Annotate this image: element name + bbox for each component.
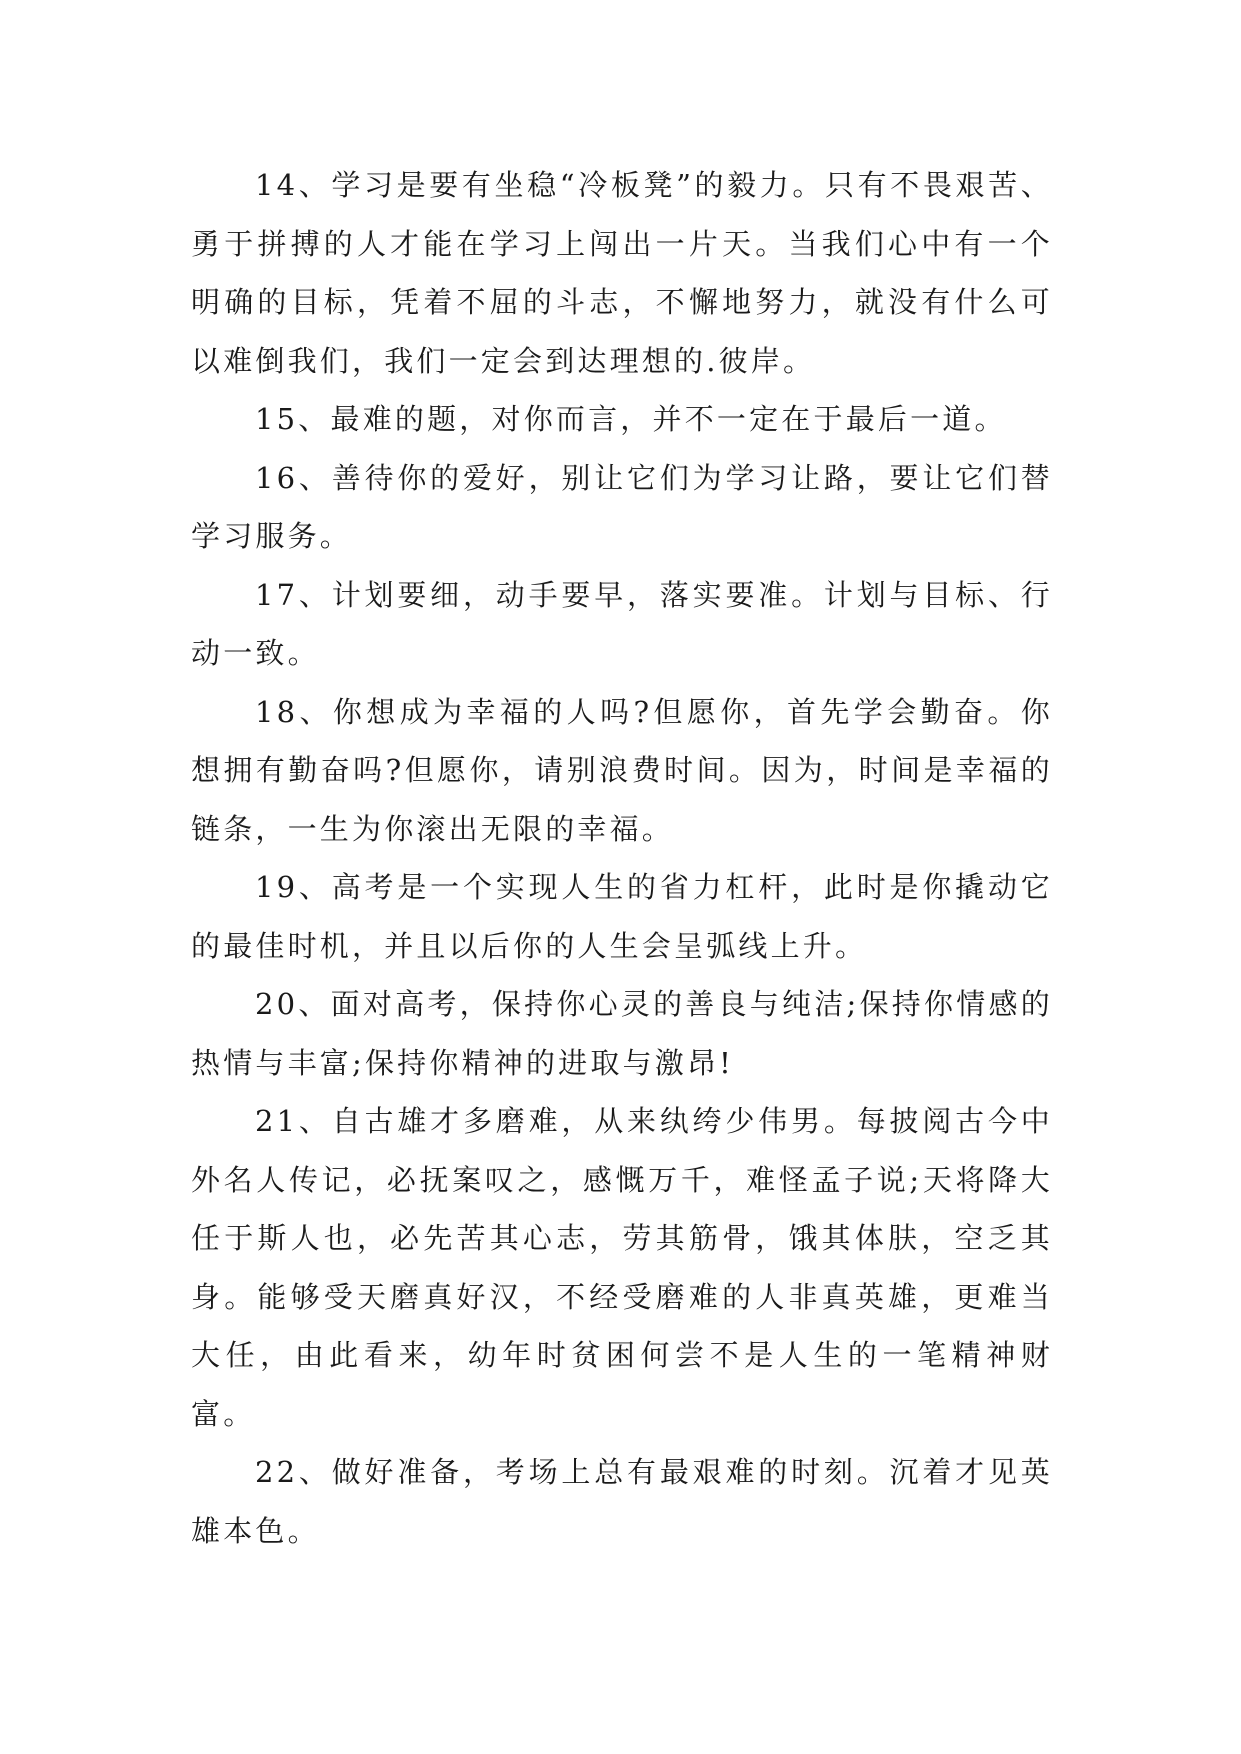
paragraph-16: 16、善待你的爱好，别让它们为学习让路，要让它们替学习服务。 xyxy=(191,460,1053,553)
paragraph-18: 18、你想成为幸福的人吗?但愿你，首先学会勤奋。你想拥有勤奋吗?但愿你，请别浪费时间。因为，时间是幸福的链条，一生为你滚出无限的幸福。 xyxy=(191,694,1053,846)
document-body xyxy=(191,156,1053,1560)
paragraph-14: 14、学习是要有坐稳“冷板凳”的毅力。只有不畏艰苦、勇于拼搏的人才能在学习上闯出一片天。当我们心中有一个明确的目标，凭着不屈的斗志，不懈地努力，就没有什么可以难倒我们，我们一定会到达理想的.彼岸。 xyxy=(191,168,1053,378)
paragraph-20: 20、面对高考，保持你心灵的善良与纯洁;保持你情感的热情与丰富;保持你精神的进取与激昂! xyxy=(191,987,1053,1080)
paragraph-22: 22、做好准备，考场上总有最艰难的时刻。沉着才见英雄本色。 xyxy=(191,1455,1053,1548)
paragraph-21: 21、自古雄才多磨难，从来纨绔少伟男。每披阅古今中外名人传记，必抚案叹之，感慨万千，难怪孟子说;天将降大任于斯人也，必先苦其心志，劳其筋骨，饿其体肤，空乏其身。能够受天磨真好汉，不经受磨难的人非真英雄，更难当大任，由此看来，幼年时贫困何尝不是人生的一笔精神财富。 xyxy=(191,1104,1053,1431)
paragraph-17: 17、计划要细，动手要早，落实要准。计划与目标、行动一致。 xyxy=(191,577,1053,670)
paragraph-19: 19、高考是一个实现人生的省力杠杆，此时是你撬动它的最佳时机，并且以后你的人生会呈弧线上升。 xyxy=(191,870,1053,963)
paragraph-15: 15、最难的题，对你而言，并不一定在于最后一道。 xyxy=(255,402,1007,436)
